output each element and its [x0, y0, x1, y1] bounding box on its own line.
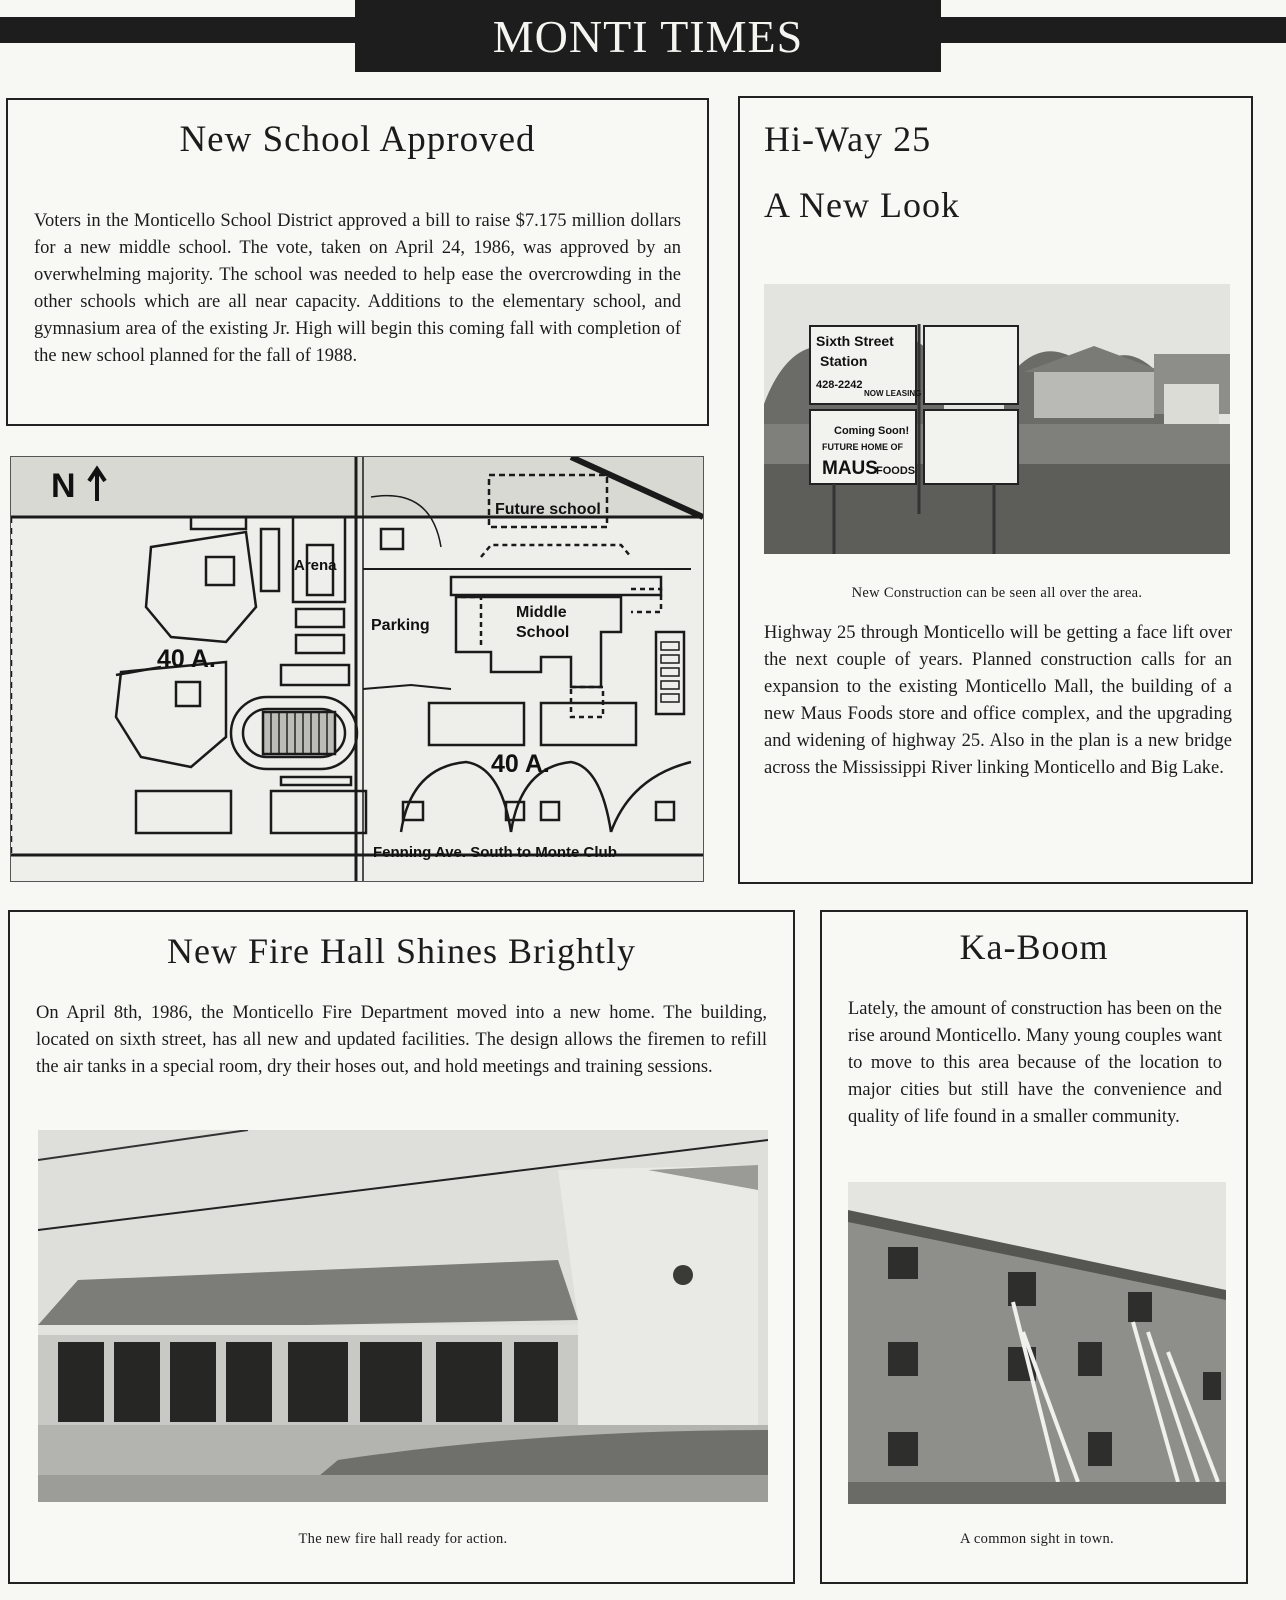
highway-article	[738, 96, 1253, 884]
map-middle-label: Middle	[516, 604, 567, 621]
map-road-label: Fenning Ave. South to Monte Club	[373, 844, 617, 861]
fire-hall-photo	[38, 1130, 768, 1502]
highway-sign-line-2: Station	[820, 353, 868, 369]
fire-headline: New Fire Hall Shines Brightly	[167, 931, 636, 971]
highway-headline-line-1: Hi-Way 25	[764, 119, 932, 159]
site-map	[10, 456, 704, 882]
kaboom-article	[820, 910, 1248, 1584]
map-school-label: School	[516, 624, 570, 641]
map-parking-label: Parking	[371, 617, 430, 634]
highway-body: Highway 25 through Monticello will be getting a face lift over the next couple of years. Planned construction calls for an expansion to the existing Monticello Mall, the building of a new Maus Foods store and office complex, and the upgrading and widening of highway 25. Also in the plan is a new bridge across the Mississippi River linking Monticello and Big Lake.	[764, 623, 1232, 778]
kaboom-headline: Ka-Boom	[959, 927, 1109, 967]
school-body: Voters in the Monticello School District approved a bill to raise $7.175 million dollars for a new middle school. The vote, taken on April 24, 1986, was approved by an overwhelming majority. The school was needed to help ease the overcrowding in the other schools which are all near capacity. Additions to the elementary school, and gymnasium area of the existing Jr. High will begin this coming fall with completion of the new school planned for the fall of 1988.	[34, 211, 681, 366]
highway-sign-line-1: Sixth Street	[816, 333, 894, 349]
highway-sign-coming: Coming Soon!	[834, 425, 910, 437]
highway-sign-phone: 428-2242	[816, 379, 863, 391]
kaboom-caption: A common sight in town.	[960, 1531, 1114, 1547]
map-acres-bottom-label: 40 A.	[491, 750, 550, 778]
highway-sign-future: FUTURE HOME OF	[822, 442, 903, 452]
highway-sign-leasing: NOW LEASING	[864, 389, 922, 398]
map-north-label: N	[51, 467, 76, 505]
masthead	[355, 0, 941, 72]
highway-headline-line-2: A New Look	[764, 185, 960, 225]
highway-photo	[764, 284, 1230, 554]
highway-sign-maus: MAUS	[822, 458, 878, 479]
masthead-title: MONTI TIMES	[492, 10, 804, 62]
map-arena-label: Arena	[294, 557, 337, 574]
fire-caption: The new fire hall ready for action.	[298, 1531, 508, 1547]
kaboom-body: Lately, the amount of construction has been on the rise around Monticello. Many young couples want to move to this area because of the location to major cities but still have the convenience and quality of life found in a smaller community.	[848, 999, 1222, 1127]
map-acres-left-label: 40 A.	[157, 645, 216, 673]
highway-sign-foods: FOODS	[876, 465, 916, 477]
fire-body: On April 8th, 1986, the Monticello Fire Department moved into a new home. The building, located on sixth street, has all new and updated facilities. The design allows the firemen to refill the air tanks in a special room, dry their hoses out, and hold meetings and training sessions.	[36, 1003, 767, 1077]
kaboom-photo	[848, 1182, 1226, 1504]
fire-article	[8, 910, 795, 1584]
map-future-school-label: Future school	[495, 501, 601, 518]
school-headline: New School Approved	[179, 119, 536, 160]
school-article	[6, 98, 709, 426]
highway-caption: New Construction can be seen all over the area.	[851, 585, 1143, 601]
